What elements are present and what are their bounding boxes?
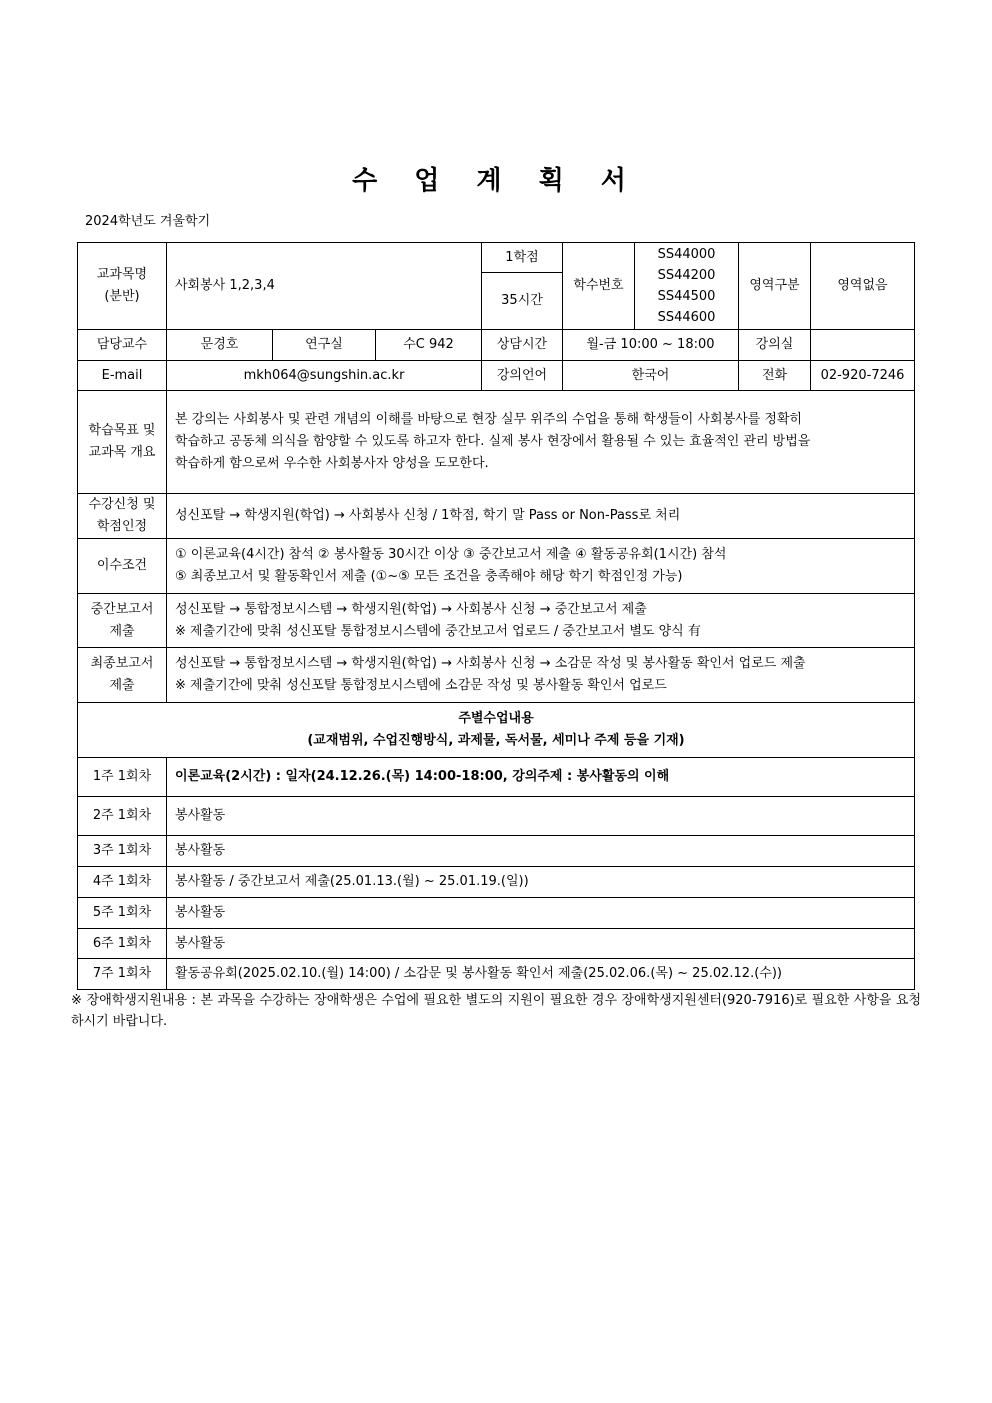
- week-content: 봉사활동: [167, 929, 915, 959]
- section-label: 중간보고서 제출: [78, 594, 167, 648]
- course-codes: [635, 243, 739, 330]
- classroom-label: 강의실: [739, 330, 811, 361]
- content-line: 성신포탈 → 통합정보시스템 → 학생지원(학업) → 사회봉사 신청 → 중간보고서 제출: [175, 601, 647, 617]
- week-content: 봉사활동: [167, 898, 915, 929]
- section-label: 이수조건: [78, 539, 167, 594]
- content-line: 학습하게 함으로써 우수한 사회봉사자 양성을 도모한다.: [175, 456, 489, 471]
- language-label: 강의언어: [482, 361, 563, 391]
- office-label: 연구실: [273, 330, 376, 361]
- section-content: [167, 594, 915, 648]
- content-line: 성신포탈 → 통합정보시스템 → 학생지원(학업) → 사회봉사 신청 → 소감문 작성 및 봉사활동 확인서 업로드 제출: [175, 656, 806, 671]
- classroom-value: [811, 330, 915, 361]
- consult-hours: 월-금 10:00 ~ 18:00: [563, 330, 739, 361]
- week-label: 1주 1회차: [78, 758, 167, 797]
- class-hours: 35시간: [482, 273, 563, 330]
- disability-support-note: ※ 장애학생지원내용 : 본 과목을 수강하는 장애학생은 수업에 필요한 별도의 지원이 필요한 경우 장애학생지원센터(920-7916)로 필요한 사항을 요청하시기 바랍니다.: [71, 993, 921, 1029]
- week-label: 4주 1회차: [78, 867, 167, 898]
- professor-name: 문경호: [167, 330, 273, 361]
- week-label: 3주 1회차: [78, 836, 167, 867]
- course-code: SS44600: [657, 310, 716, 325]
- content-line: ※ 제출기간에 맞춰 성신포탈 통합정보시스템에 중간보고서 업로드 / 중간보고서 별도 양식 有: [175, 623, 701, 639]
- week-content: 이론교육(2시간) : 일자(24.12.26.(목) 14:00-18:00, 강의주제 : 봉사활동의 이해: [167, 758, 915, 797]
- section-label: 최종보고서 제출: [78, 648, 167, 703]
- weekly-header: [78, 703, 915, 758]
- phone-value: 02-920-7246: [811, 361, 915, 391]
- content-line: ⑤ 최종보고서 및 활동확인서 제출 (①~⑤ 모든 조건을 충족해야 해당 학기 학점인정 가능): [175, 569, 683, 584]
- section-label: 수강신청 및 학점인정: [78, 494, 167, 539]
- course-code-label: 학수번호: [563, 243, 635, 330]
- language-value: 한국어: [563, 361, 739, 391]
- section-label: 학습목표 및 교과목 개요: [78, 391, 167, 494]
- course-code: SS44000: [657, 247, 716, 262]
- week-label: 2주 1회차: [78, 797, 167, 836]
- course-code: SS44200: [657, 268, 716, 283]
- area-label: 영역구분: [739, 243, 811, 330]
- content-line: ① 이론교육(4시간) 참석 ② 봉사활동 30시간 이상 ③ 중간보고서 제출 ④ 활동공유회(1시간) 참석: [175, 547, 727, 562]
- section-content: [167, 648, 915, 703]
- content-line: 성신포탈 → 학생지원(학업) → 사회봉사 신청 / 1학점, 학기 말 Pass or Non-Pass로 처리: [175, 508, 681, 523]
- course-plan-table: [77, 242, 915, 990]
- course-code: SS44500: [657, 289, 716, 304]
- content-line: 본 강의는 사회봉사 및 관련 개념의 이해를 바탕으로 현장 실무 위주의 수업을 통해 학생들이 사회봉사를 정확히: [175, 412, 803, 427]
- content-line: 학습하고 공동체 의식을 함양할 수 있도록 하고자 한다. 실제 봉사 현장에서 활용될 수 있는 효율적인 관리 방법을: [175, 434, 811, 449]
- section-content: [167, 539, 915, 594]
- section-content: [167, 391, 915, 494]
- content-line: ※ 제출기간에 맞춰 성신포탈 통합정보시스템에 소감문 작성 및 봉사활동 확인서 업로드: [175, 678, 667, 693]
- email-value: mkh064@sungshin.ac.kr: [167, 361, 482, 391]
- office-value: 수C 942: [376, 330, 482, 361]
- week-content: 봉사활동 / 중간보고서 제출(25.01.13.(월) ~ 25.01.19.(일)): [167, 867, 915, 898]
- week-label: 5주 1회차: [78, 898, 167, 929]
- semester-label: 2024학년도 겨울학기: [85, 214, 211, 229]
- week-label: 7주 1회차: [78, 959, 167, 990]
- week-content: 봉사활동: [167, 797, 915, 836]
- week-content: 활동공유회(2025.02.10.(월) 14:00) / 소감문 및 봉사활동 확인서 제출(25.02.06.(목) ~ 25.02.12.(수)): [167, 959, 915, 990]
- section-content: [167, 494, 915, 539]
- week-content: 봉사활동: [167, 836, 915, 867]
- weekly-heading: 주별수업내용: [458, 711, 534, 726]
- email-label: E-mail: [78, 361, 167, 391]
- professor-label: 담당교수: [78, 330, 167, 361]
- page-title: 수 업 계 획 서: [352, 166, 640, 196]
- phone-label: 전화: [739, 361, 811, 391]
- area-value: 영역없음: [811, 243, 915, 330]
- weekly-subheading: (교재범위, 수업진행방식, 과제물, 독서물, 세미나 주제 등을 기재): [307, 733, 685, 748]
- course-name-label: 교과목명 (분반): [78, 243, 167, 330]
- credits: 1학점: [482, 243, 563, 273]
- course-name: 사회봉사 1,2,3,4: [167, 243, 482, 330]
- consult-label: 상담시간: [482, 330, 563, 361]
- week-label: 6주 1회차: [78, 929, 167, 959]
